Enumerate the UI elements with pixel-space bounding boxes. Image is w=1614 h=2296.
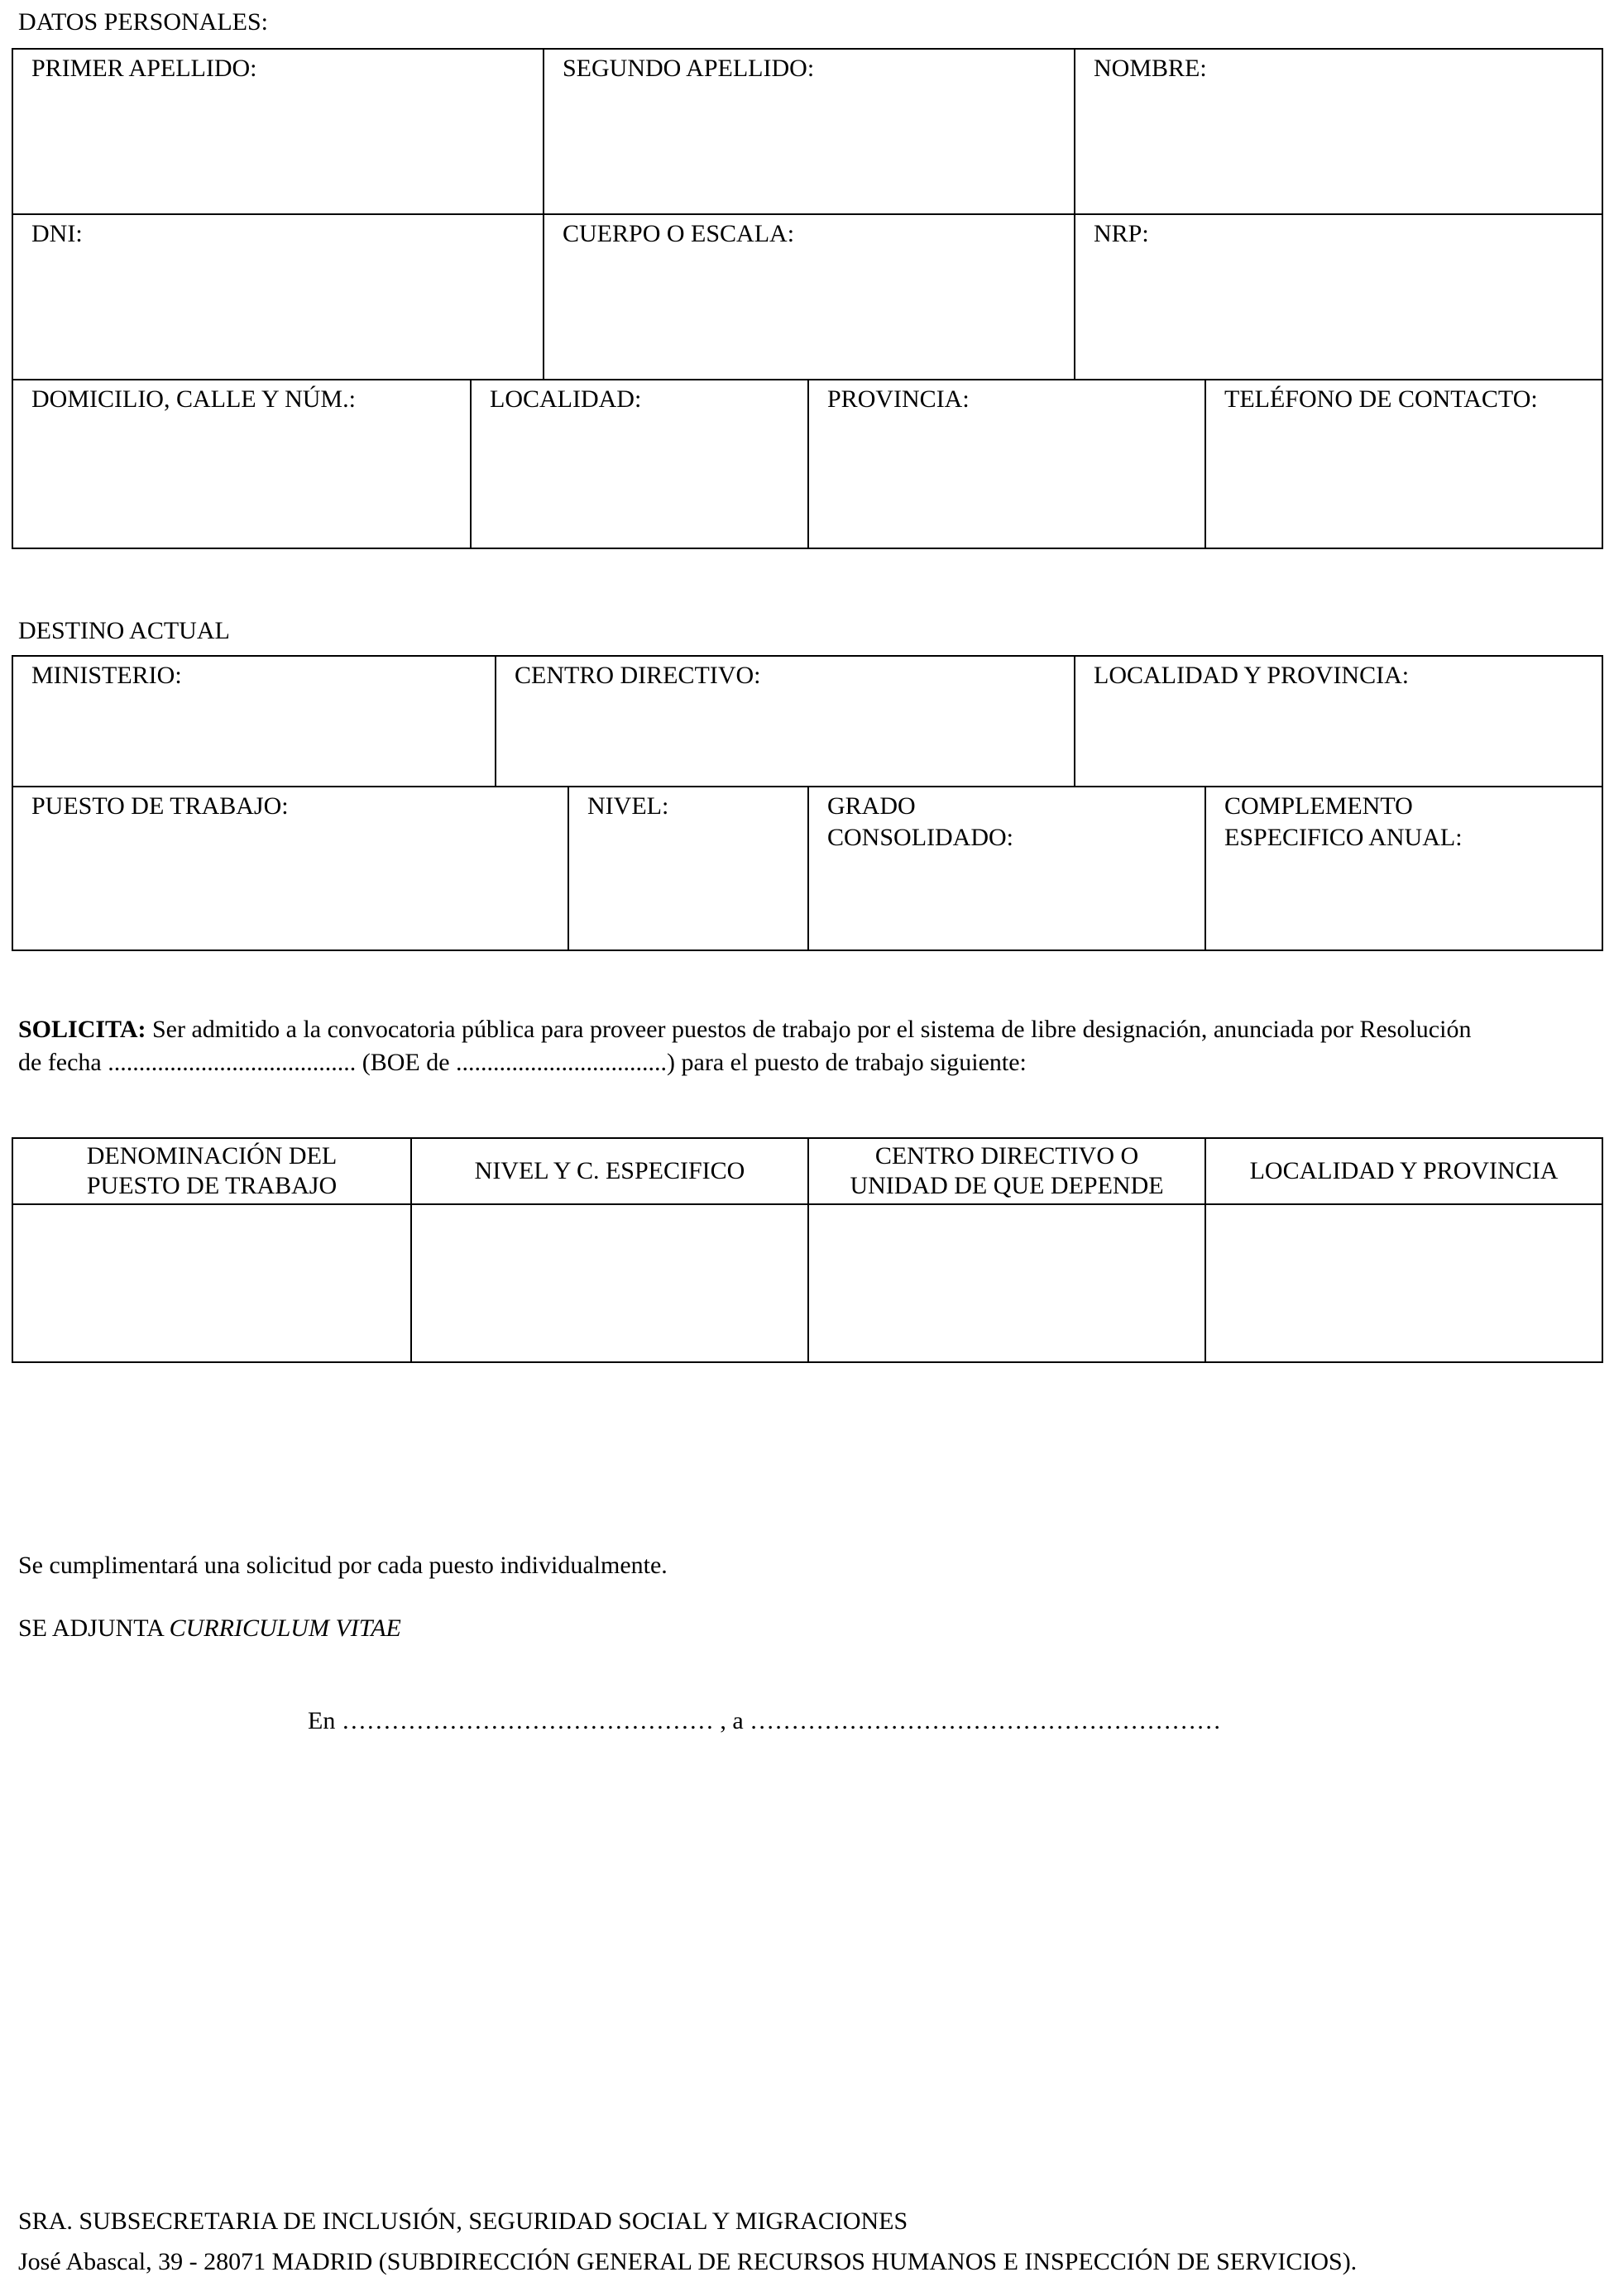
grado-consolidado-field[interactable] xyxy=(807,786,1206,951)
centro-directivo-field[interactable] xyxy=(495,655,1075,787)
solicita-lead: SOLICITA: xyxy=(18,1016,146,1043)
primer-apellido-field[interactable] xyxy=(12,48,544,215)
grado-label-line1: GRADO xyxy=(827,792,916,820)
table-header-denominacion xyxy=(12,1137,412,1205)
localidad-field[interactable] xyxy=(470,379,809,549)
addressee: SRA. SUBSECRETARIA DE INCLUSIÓN, SEGURIDAD SOCIAL Y MIGRACIONES xyxy=(18,2208,908,2235)
telefono-label: TELÉFONO DE CONTACTO: xyxy=(1224,385,1538,413)
curriculum-vitae-text: CURRICULUM VITAE xyxy=(169,1614,401,1642)
section-title-destino-actual: DESTINO ACTUAL xyxy=(18,617,230,644)
segundo-apellido-field[interactable] xyxy=(543,48,1075,215)
nombre-label: NOMBRE: xyxy=(1094,55,1207,82)
solicita-line-2: de fecha ........................................ (BOE de ..................................) para el puesto de trabajo siguiente: xyxy=(18,1049,1027,1076)
header-centro-line2: UNIDAD DE QUE DEPENDE xyxy=(850,1172,1164,1199)
provincia-field[interactable] xyxy=(807,379,1206,549)
section-title-datos-personales: DATOS PERSONALES: xyxy=(18,8,269,36)
segundo-apellido-label: SEGUNDO APELLIDO: xyxy=(563,55,815,82)
puesto-trabajo-field[interactable] xyxy=(12,786,569,951)
cuerpo-escala-label: CUERPO O ESCALA: xyxy=(563,220,795,247)
complemento-especifico-field[interactable] xyxy=(1205,786,1603,951)
solicita-line-1 xyxy=(18,1013,1607,1046)
table-header-localidad xyxy=(1205,1137,1603,1205)
header-denominacion-line2: PUESTO DE TRABAJO xyxy=(86,1172,338,1199)
complemento-label-line1: COMPLEMENTO xyxy=(1224,792,1413,820)
nivel-field[interactable] xyxy=(568,786,809,951)
curriculum-attachment-note xyxy=(18,1613,401,1644)
puesto-nivel-input[interactable] xyxy=(410,1203,809,1363)
telefono-field[interactable] xyxy=(1205,379,1603,549)
header-localidad-line1: LOCALIDAD Y PROVINCIA xyxy=(1249,1157,1559,1184)
puesto-denominacion-input[interactable] xyxy=(12,1203,412,1363)
ministerio-field[interactable] xyxy=(12,655,496,787)
place-date-line: En ……………………………………… , a ………………………………………………… xyxy=(308,1707,1222,1734)
table-header-nivel xyxy=(410,1137,809,1205)
puesto-trabajo-label: PUESTO DE TRABAJO: xyxy=(31,792,289,820)
puesto-centro-input[interactable] xyxy=(807,1203,1206,1363)
solicita-paragraph xyxy=(18,1013,1607,1079)
puesto-localidad-input[interactable] xyxy=(1205,1203,1603,1363)
solicita-text-1: Ser admitido a la convocatoria pública para proveer puestos de trabajo por el sistema de libre designación, anunciada por Resolución xyxy=(146,1016,1472,1043)
dni-label: DNI: xyxy=(31,220,83,247)
localidad-provincia-label: LOCALIDAD Y PROVINCIA: xyxy=(1094,662,1410,689)
localidad-label: LOCALIDAD: xyxy=(490,385,642,413)
nrp-field[interactable] xyxy=(1074,213,1603,380)
localidad-provincia-field[interactable] xyxy=(1074,655,1603,787)
dni-field[interactable] xyxy=(12,213,544,380)
primer-apellido-label: PRIMER APELLIDO: xyxy=(31,55,257,82)
grado-label-line2: CONSOLIDADO: xyxy=(827,824,1013,851)
adjunta-prefix: SE ADJUNTA xyxy=(18,1614,170,1642)
centro-directivo-label: CENTRO DIRECTIVO: xyxy=(515,662,761,689)
domicilio-label: DOMICILIO, CALLE Y NÚM.: xyxy=(31,385,356,413)
header-centro-line1: CENTRO DIRECTIVO O xyxy=(874,1142,1139,1170)
provincia-label: PROVINCIA: xyxy=(827,385,970,413)
nivel-label: NIVEL: xyxy=(587,792,669,820)
address: José Abascal, 39 - 28071 MADRID (SUBDIRECCIÓN GENERAL DE RECURSOS HUMANOS E INSPECCIÓN DE SERVICIOS). xyxy=(18,2248,1358,2275)
ministerio-label: MINISTERIO: xyxy=(31,662,182,689)
table-header-centro-directivo xyxy=(807,1137,1206,1205)
cuerpo-escala-field[interactable] xyxy=(543,213,1075,380)
nrp-label: NRP: xyxy=(1094,220,1149,247)
complemento-label-line2: ESPECIFICO ANUAL: xyxy=(1224,824,1463,851)
header-nivel-line1: NIVEL Y C. ESPECIFICO xyxy=(474,1157,745,1184)
nombre-field[interactable] xyxy=(1074,48,1603,215)
domicilio-field[interactable] xyxy=(12,379,472,549)
header-denominacion-line1: DENOMINACIÓN DEL xyxy=(86,1142,338,1170)
one-request-per-post-note: Se cumplimentará una solicitud por cada puesto individualmente. xyxy=(18,1552,668,1579)
